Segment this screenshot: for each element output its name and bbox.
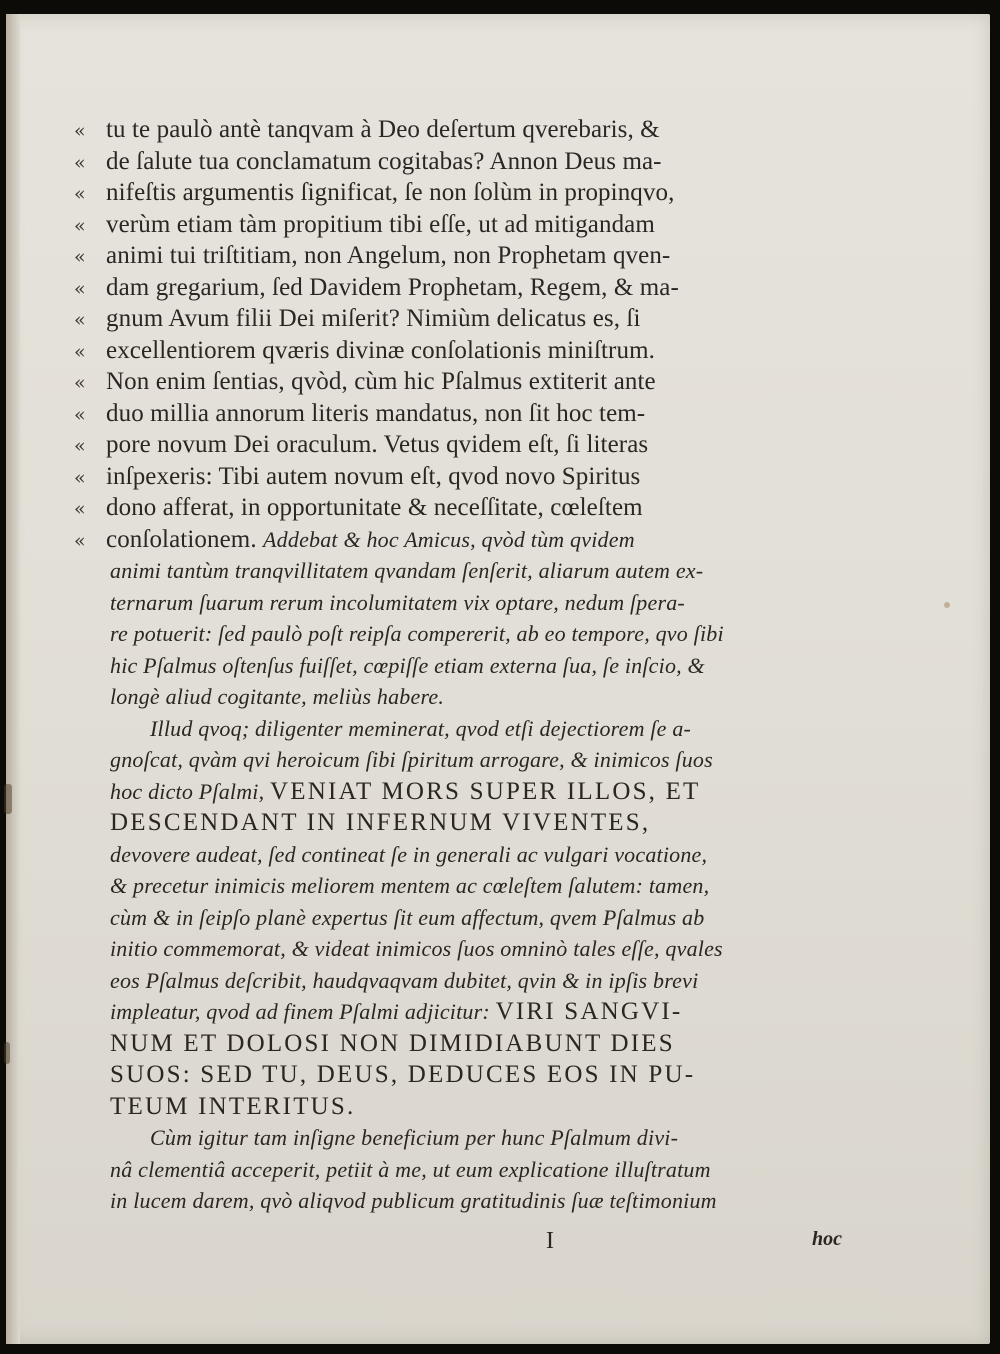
text-line bbox=[74, 807, 864, 839]
text-line bbox=[74, 240, 864, 272]
text-run: excellentiorem qværis divinæ conſolationis miniſtrum. bbox=[106, 336, 655, 364]
text-line bbox=[74, 902, 864, 934]
text-line bbox=[74, 996, 864, 1028]
text-line bbox=[74, 713, 864, 745]
quotation-mark: « bbox=[74, 120, 86, 142]
quotation-mark: « bbox=[74, 340, 86, 363]
text-line bbox=[74, 933, 864, 965]
text-run: animi tantùm tranqvillitatem qvandam ſenſerit, aliarum autem ex- bbox=[110, 558, 704, 583]
signature-mark: I bbox=[546, 1228, 554, 1254]
text-run: Cùm igitur tam inſigne beneficium per hunc Pſalmum divi- bbox=[150, 1125, 679, 1150]
text-line bbox=[74, 492, 864, 524]
paper-spot bbox=[4, 1042, 10, 1064]
text-run: tu te paulò antè tanqvam à Deo deſertum qverebaris, & bbox=[106, 116, 660, 143]
text-run: inſpexeris: Tibi autem novum eſt, qvod novo Spiritus bbox=[106, 462, 641, 490]
text-run: ternarum ſuarum rerum incolumitatem vix optare, nedum ſpera- bbox=[110, 589, 685, 615]
text-run: gnum Avum filii Dei miſerit? Nimiùm delicatus es, ſi bbox=[106, 305, 641, 332]
text-run: de ſalute tua conclamatum cogitabas? Annon Deus ma- bbox=[106, 147, 662, 175]
text-run: verùm etiam tàm propitium tibi eſſe, ut ad mitigandam bbox=[106, 210, 655, 238]
text-run: VENIAT MORS SUPER ILLOS, ET bbox=[270, 777, 701, 805]
text-line bbox=[74, 429, 864, 461]
quotation-mark: « bbox=[74, 372, 86, 394]
text-line bbox=[74, 366, 864, 398]
catchword: hoc bbox=[812, 1228, 842, 1250]
text-line bbox=[74, 177, 864, 209]
quotation-mark: « bbox=[74, 498, 86, 520]
text-run: dam gregarium, ſed Davidem Prophetam, Regem, & ma- bbox=[106, 273, 679, 301]
quotation-mark: « bbox=[74, 183, 86, 205]
text-line bbox=[74, 839, 864, 871]
text-run: impleatur, qvod ad finem Pſalmi adjicitur: bbox=[110, 999, 496, 1024]
text-run: in lucem darem, qvò aliqvod publicum gratitudinis ſuæ teſtimonium bbox=[110, 1188, 717, 1213]
text-run: pore novum Dei oraculum. Vetus qvidem eſt, ſi literas bbox=[106, 431, 649, 458]
text-run: nifeſtis argumentis ſignificat, ſe non ſolùm in propinqvo, bbox=[106, 179, 675, 206]
text-line bbox=[74, 587, 864, 619]
body-text bbox=[74, 114, 864, 1217]
quotation-mark: « bbox=[74, 214, 86, 237]
text-run: NUM ET DOLOSI NON DIMIDIABUNT DIES bbox=[110, 1029, 675, 1057]
text-run: animi tui triſtitiam, non Angelum, non Prophetam qven- bbox=[106, 242, 671, 269]
quotation-mark: « bbox=[74, 466, 86, 489]
text-run: devovere audeat, ſed contineat ſe in generali ac vulgari vocatione, bbox=[110, 841, 708, 867]
text-line bbox=[74, 1091, 864, 1123]
text-line bbox=[74, 398, 864, 430]
text-line bbox=[74, 114, 864, 146]
text-line bbox=[74, 146, 864, 178]
quotation-mark: « bbox=[74, 246, 86, 268]
text-line bbox=[74, 1185, 864, 1217]
paper-spot bbox=[4, 784, 12, 814]
text-line bbox=[74, 272, 864, 304]
text-run: Addebat & hoc Amicus, qvòd tùm qvidem bbox=[263, 526, 635, 552]
text-run: TEUM INTERITUS. bbox=[110, 1092, 356, 1120]
text-line bbox=[74, 965, 864, 997]
text-line bbox=[74, 209, 864, 241]
text-run: Non enim ſentias, qvòd, cùm hic Pſalmus extiterit ante bbox=[106, 368, 656, 395]
text-line bbox=[74, 1154, 864, 1186]
text-run: gnoſcat, qvàm qvi heroicum ſibi ſpiritum arrogare, & inimicos ſuos bbox=[110, 747, 713, 772]
text-run: duo millia annorum literis mandatus, non ſit hoc tem- bbox=[106, 399, 646, 427]
text-run: DESCENDANT IN INFERNUM VIVENTES, bbox=[110, 809, 651, 836]
text-run: eos Pſalmus deſcribit, haudqvaqvam dubitet, qvin & in ipſis brevi bbox=[110, 967, 699, 993]
text-line bbox=[74, 744, 864, 776]
page-edge bbox=[6, 14, 20, 1344]
quotation-mark: « bbox=[74, 277, 86, 300]
quotation-mark: « bbox=[74, 435, 86, 457]
text-run: Illud qvoq; diligenter meminerat, qvod etſi dejectiorem ſe a- bbox=[150, 715, 692, 741]
text-line bbox=[74, 618, 864, 650]
book-page bbox=[6, 14, 990, 1344]
text-run: cùm & in ſeipſo planè expertus ſit eum affectum, qvem Pſalmus ab bbox=[110, 904, 705, 930]
text-run: nâ clementiâ acceperit, petiit à me, ut eum explicatione illuſtratum bbox=[110, 1156, 711, 1182]
text-line bbox=[74, 335, 864, 367]
text-line bbox=[74, 650, 864, 682]
text-run: re potuerit: ſed paulò poſt reipſa compererit, ab eo tempore, qvo ſibi bbox=[110, 621, 724, 646]
text-line bbox=[74, 681, 864, 713]
ink-speck bbox=[944, 602, 950, 608]
text-line bbox=[74, 555, 864, 587]
text-line bbox=[74, 524, 864, 556]
text-line bbox=[74, 461, 864, 493]
text-run: initio commemorat, & videat inimicos ſuos omninò tales eſſe, qvales bbox=[110, 936, 723, 961]
text-run: longè aliud cogitante, meliùs habere. bbox=[110, 684, 445, 709]
text-run: VIRI SANGVI- bbox=[495, 998, 683, 1025]
quotation-mark: « bbox=[74, 403, 86, 426]
text-run: hoc dicto Pſalmi, bbox=[110, 778, 271, 804]
quotation-mark: « bbox=[74, 151, 86, 174]
text-line bbox=[74, 1059, 864, 1091]
text-run: hic Pſalmus oſtenſus fuiſſet, cœpiſſe etiam externa ſua, ſe inſcio, & bbox=[110, 652, 705, 678]
quotation-mark: « bbox=[74, 309, 86, 331]
text-run: conſolationem. bbox=[106, 525, 264, 553]
text-run: dono afferat, in opportunitate & neceſſitate, cœleſtem bbox=[106, 494, 643, 521]
text-line bbox=[74, 870, 864, 902]
text-line bbox=[74, 776, 864, 808]
text-line bbox=[74, 1028, 864, 1060]
text-line bbox=[74, 1122, 864, 1154]
quotation-mark: « bbox=[74, 529, 86, 552]
text-line bbox=[74, 303, 864, 335]
text-run: & precetur inimicis meliorem mentem ac cœleſtem ſalutem: tamen, bbox=[110, 873, 710, 898]
text-run: SUOS: SED TU, DEUS, DEDUCES EOS IN PU- bbox=[110, 1061, 696, 1088]
